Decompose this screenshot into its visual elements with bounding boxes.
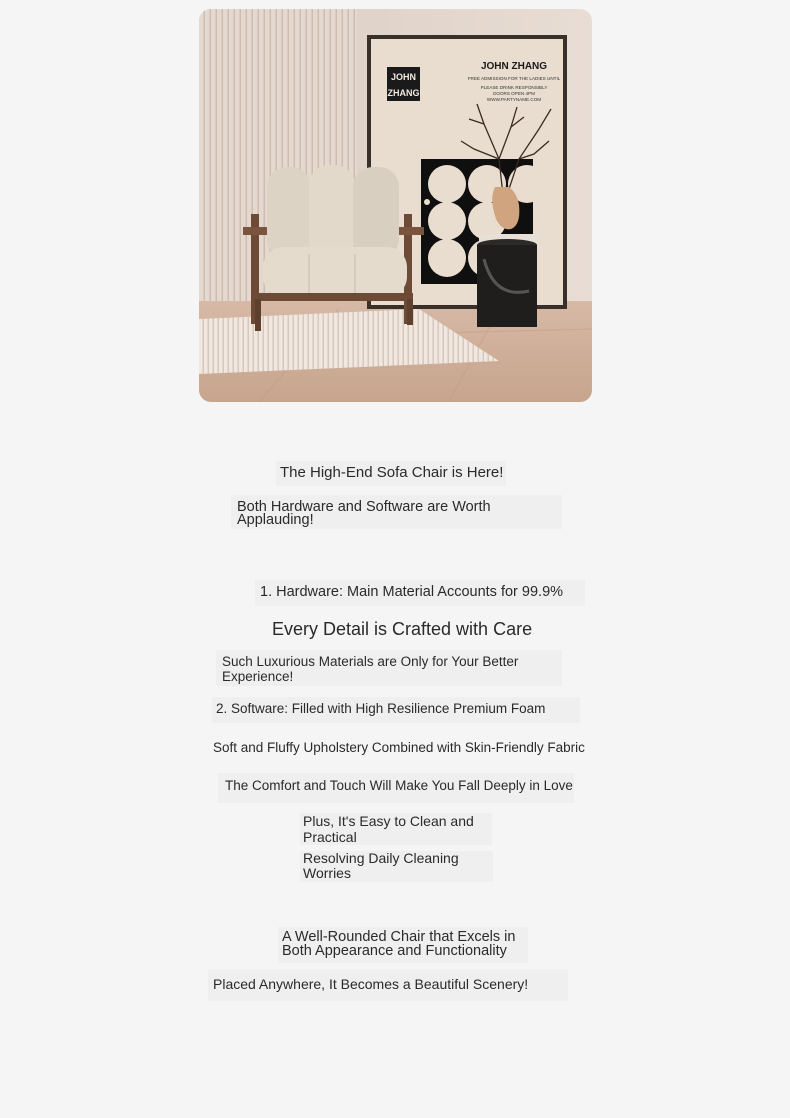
comfort-text: The Comfort and Touch Will Make You Fall Deeply in Love xyxy=(218,773,574,803)
hardware-point: 1. Hardware: Main Material Accounts for 99.9% xyxy=(255,580,585,606)
poster-line1: FREE ADMISSION FOR THE LADIES UNTIL xyxy=(467,76,561,81)
poster-logo-top: JOHN xyxy=(390,72,417,82)
well-rounded-text: A Well-Rounded Chair that Excels in Both Appearance and Functionality xyxy=(278,927,528,963)
poster-logo-bottom: ZHANG xyxy=(387,88,420,98)
upholstery-text: Soft and Fluffy Upholstery Combined with Skin-Friendly Fabric xyxy=(213,740,585,755)
poster-brand-title: JOHN ZHANG xyxy=(480,61,548,72)
materials-text: Such Luxurious Materials are Only for Your Better Experience! xyxy=(216,650,562,686)
product-hero-image xyxy=(199,9,592,402)
poster-line2: PLEASE DRINK RESPONSIBLY xyxy=(480,85,548,90)
poster-line3: DOORS OPEN 4PM xyxy=(493,91,535,96)
headline: The High-End Sofa Chair is Here! xyxy=(276,461,506,486)
subheadline: Both Hardware and Software are Worth Applauding! xyxy=(231,495,562,529)
poster-line4: WWW.PARTYNAME.COM xyxy=(486,97,542,102)
clean-text: Plus, It's Easy to Clean and Practical xyxy=(300,813,492,845)
detail-title: Every Detail is Crafted with Care xyxy=(272,619,533,639)
side-table xyxy=(477,245,537,327)
placed-anywhere-text: Placed Anywhere, It Becomes a Beautiful Scenery! xyxy=(208,969,568,1001)
software-point: 2. Software: Filled with High Resilience Premium Foam xyxy=(212,697,580,723)
cleaning-worries-text: Resolving Daily Cleaning Worries xyxy=(300,851,493,882)
